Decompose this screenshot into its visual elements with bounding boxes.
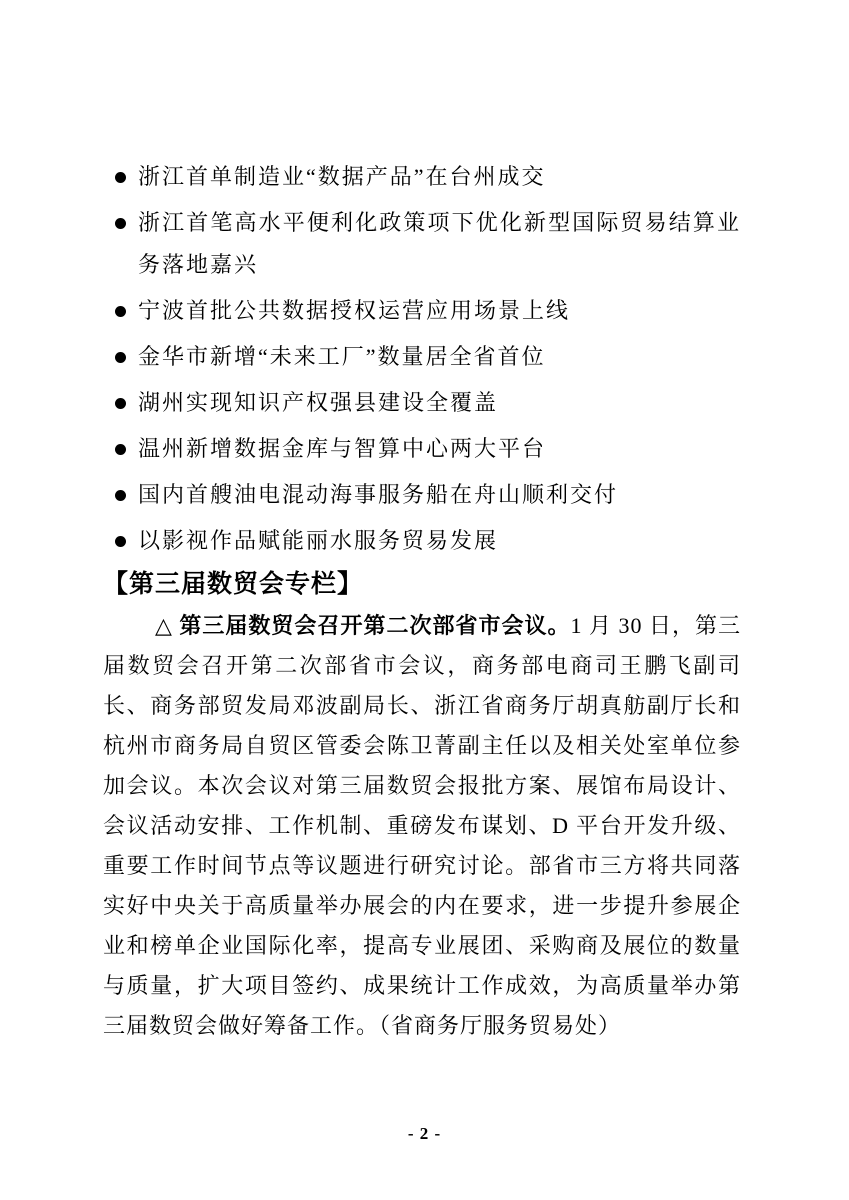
section-title: 【第三届数贸会专栏】	[103, 570, 364, 598]
bullet-icon	[115, 444, 126, 455]
list-item	[103, 202, 741, 286]
bullet-icon	[115, 218, 126, 229]
list-item	[103, 290, 741, 332]
list-item	[103, 428, 741, 470]
list-item	[103, 520, 741, 562]
bullet-icon	[115, 352, 126, 363]
list-item-text: 以影视作品赋能丽水服务贸易发展	[138, 528, 499, 553]
list-item-text: 金华市新增“未来工厂”数量居全省首位	[138, 344, 546, 369]
document-content	[103, 156, 741, 1046]
highlights-list	[103, 156, 741, 562]
list-item-text: 湖州实现知识产权强县建设全覆盖	[138, 390, 499, 415]
article-paragraph	[103, 606, 741, 1046]
list-item	[103, 474, 741, 516]
list-item-text: 浙江首单制造业“数据产品”在台州成交	[138, 164, 546, 189]
bullet-icon	[115, 536, 126, 547]
list-item-text: 宁波首批公共数据授权运营应用场景上线	[138, 298, 571, 323]
list-item-text: 浙江首笔高水平便利化政策项下优化新型国际贸易结算业务落地嘉兴	[138, 210, 741, 277]
article-body: 1 月 30 日，第三届数贸会召开第二次部省市会议，商务部电商司王鹏飞副司长、商务部贸发局邓波副局长、浙江省商务厅胡真舫副厅长和杭州市商务局自贸区管委会陈卫菁副主任以及相关处室单位参加会议。本次会议对第三届数贸会报批方案、展馆布局设计、会议活动安排、工作机制、重磅发布谋划、D 平台开发升级、重要工作时间节点等议题进行研究讨论。部省市三方将共同落实好中央关于高质量举办展会的内在要求，进一步提升参展企业和榜单企业国际化率，提高专业展团、采购商及展位的数量与质量，扩大项目签约、成果统计工作成效，为高质量举办第三届数贸会做好筹备工作。（省商务厅服务贸易处）	[103, 613, 741, 1038]
list-item	[103, 336, 741, 378]
list-item	[103, 156, 741, 198]
list-item-text: 温州新增数据金库与智算中心两大平台	[138, 436, 547, 461]
article-lead: △ 第三届数贸会召开第二次部省市会议。	[155, 613, 571, 638]
list-item	[103, 382, 741, 424]
bullet-icon	[115, 306, 126, 317]
bullet-icon	[115, 172, 126, 183]
bullet-icon	[115, 490, 126, 501]
page-number: - 2 -	[407, 1124, 442, 1143]
list-item-text: 国内首艘油电混动海事服务船在舟山顺利交付	[138, 482, 619, 507]
bullet-icon	[115, 398, 126, 409]
